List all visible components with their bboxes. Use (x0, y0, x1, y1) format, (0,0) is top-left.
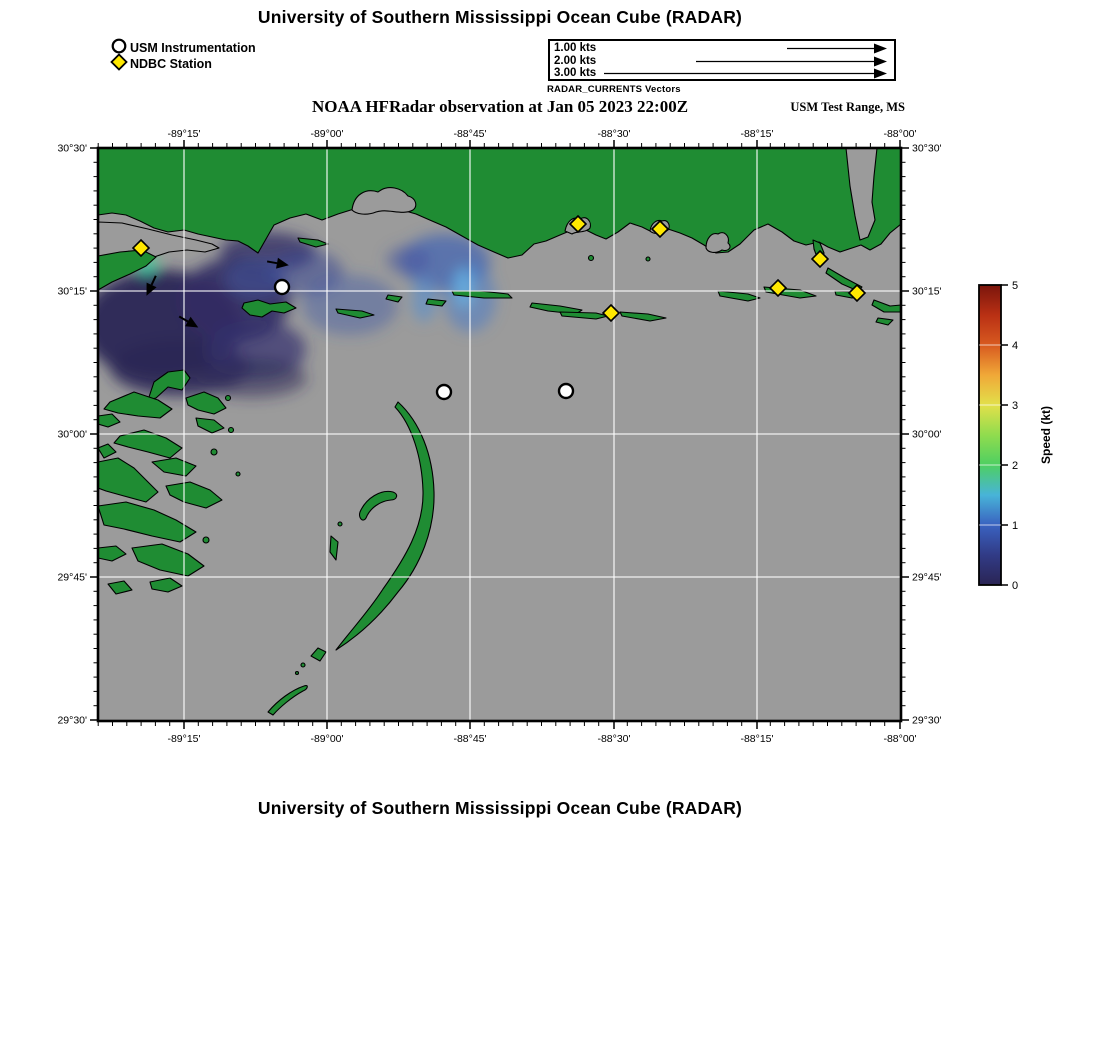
svg-text:-88°45': -88°45' (453, 128, 487, 140)
colorbar-axis-label: Speed (kt) (1039, 406, 1053, 465)
svg-text:29°30': 29°30' (912, 714, 942, 727)
usm-instrument-marker (437, 385, 451, 399)
page-title: University of Southern Mississippi Ocean Cube (RADAR) (257, 7, 743, 27)
usm-instrument-marker (275, 280, 289, 294)
svg-text:-88°00': -88°00' (883, 128, 917, 140)
svg-text:-88°15': -88°15' (740, 128, 774, 140)
svg-text:-88°00': -88°00' (883, 733, 917, 745)
svg-text:-89°15': -89°15' (167, 128, 201, 140)
legend-label-usm: USM Instrumentation (130, 41, 256, 55)
svg-text:-88°30': -88°30' (597, 128, 631, 140)
svg-text:5: 5 (1012, 280, 1019, 292)
observation-subtitle: NOAA HFRadar observation at Jan 05 2023 22:00Z (311, 97, 689, 116)
scale-label-1: 1.00 kts (554, 42, 597, 54)
svg-text:3: 3 (1012, 400, 1019, 412)
svg-text:29°45': 29°45' (912, 571, 942, 584)
scale-label-2: 2.00 kts (554, 54, 597, 67)
svg-text:30°15': 30°15' (912, 285, 942, 298)
svg-text:2: 2 (1012, 460, 1019, 472)
svg-text:0: 0 (1012, 580, 1019, 592)
colorbar-gradient (979, 285, 1001, 585)
svg-text:-88°15': -88°15' (740, 733, 774, 745)
scale-arrow-1 (787, 42, 889, 55)
footer-title: University of Southern Mississippi Ocean Cube (RADAR) (257, 798, 743, 818)
svg-text:30°15': 30°15' (57, 285, 87, 298)
svg-text:-88°45': -88°45' (453, 733, 487, 745)
svg-text:30°30': 30°30' (912, 142, 942, 155)
svg-text:29°45': 29°45' (57, 571, 87, 584)
svg-text:-89°15': -89°15' (167, 733, 201, 745)
svg-text:1: 1 (1012, 520, 1019, 532)
vector-scale-caption: RADAR_CURRENTS Vectors (547, 84, 681, 95)
svg-text:29°30': 29°30' (57, 714, 87, 727)
svg-text:-88°30': -88°30' (597, 733, 631, 745)
svg-text:30°00': 30°00' (912, 428, 942, 441)
scale-row-3 (554, 67, 890, 80)
scale-label-3: 3.00 kts (554, 67, 597, 80)
scale-arrow-3 (604, 67, 889, 80)
legend-item-ndbc (110, 53, 256, 69)
scale-row-1 (554, 42, 890, 55)
svg-text:30°00': 30°00' (57, 428, 87, 441)
range-label: USM Test Range, MS (790, 100, 905, 114)
svg-text:30°30': 30°30' (57, 142, 87, 155)
svg-text:-89°00': -89°00' (310, 733, 344, 745)
legend-label-ndbc: NDBC Station (130, 57, 212, 71)
svg-text:4: 4 (1012, 340, 1019, 352)
vector-scale-box (548, 39, 896, 81)
ndbc-diamond-icon (110, 53, 128, 71)
svg-text:-89°00': -89°00' (310, 128, 344, 140)
scale-row-2 (554, 55, 890, 68)
legend (110, 37, 256, 69)
colorbar (979, 280, 1018, 592)
usm-instrument-marker (559, 384, 573, 398)
scale-arrow-2 (696, 55, 889, 68)
legend-item-usm (110, 37, 256, 53)
